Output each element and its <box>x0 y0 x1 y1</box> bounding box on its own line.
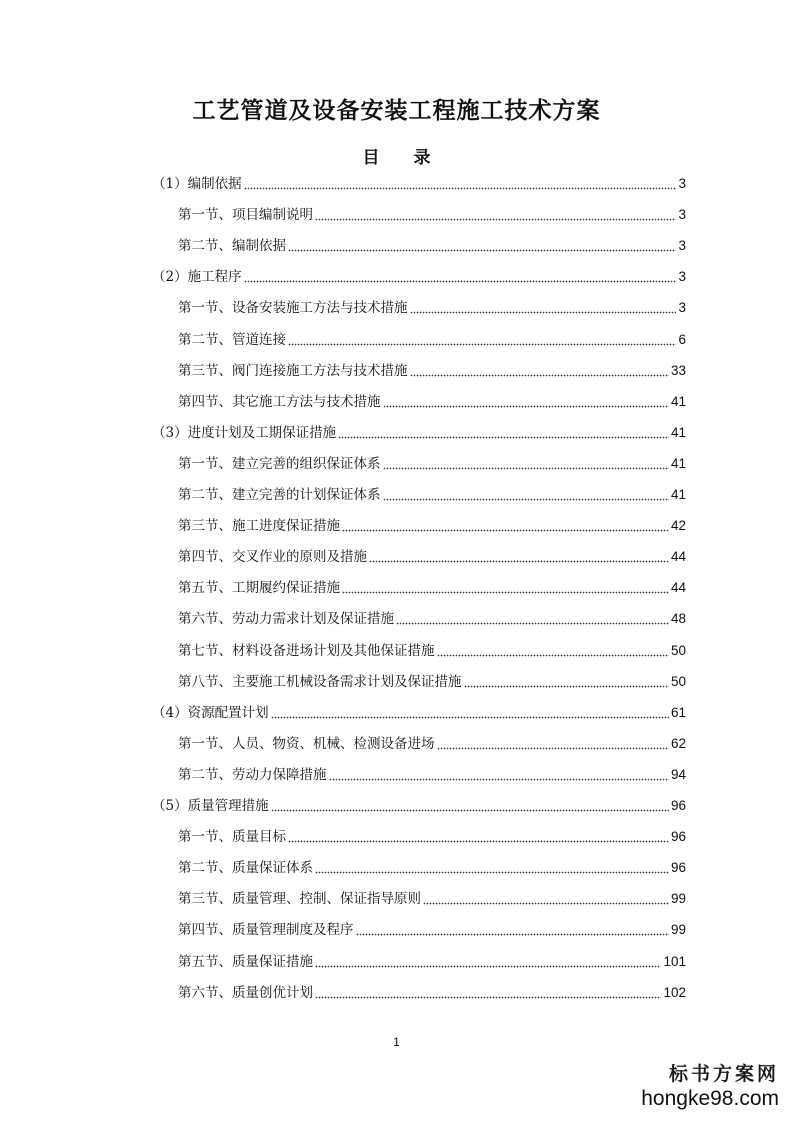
toc-entry[interactable] <box>178 888 686 910</box>
toc-dot-leader <box>369 557 669 563</box>
toc-dot-leader <box>342 526 669 532</box>
watermark-url: hongke98.com <box>641 1087 779 1110</box>
toc-entry-label: （4）资源配置计划 <box>152 704 269 721</box>
toc-entry-page: 41 <box>670 455 686 471</box>
toc-entry-page: 102 <box>663 984 686 1000</box>
toc-entry-page: 50 <box>670 673 686 689</box>
toc-dot-leader <box>329 775 669 781</box>
toc-entry-label: 第一节、人员、物资、机械、检测设备进场 <box>178 735 435 752</box>
toc-entry[interactable] <box>152 266 686 288</box>
toc-dot-leader <box>244 277 677 283</box>
toc-entry-page: 61 <box>670 704 686 720</box>
toc-dot-leader <box>271 806 669 812</box>
toc-entry-label: 第四节、其它施工方法与技术措施 <box>178 393 381 410</box>
toc-entry-page: 3 <box>678 300 686 316</box>
toc-dot-leader <box>315 215 676 221</box>
toc-entry-label: 第一节、质量目标 <box>178 829 286 846</box>
toc-entry-page: 3 <box>678 269 686 285</box>
toc-entry-label: 第五节、质量保证措施 <box>178 953 313 970</box>
toc-entry-page: 44 <box>670 549 686 565</box>
toc-entry-page: 62 <box>670 735 686 751</box>
toc-dot-leader <box>410 371 669 377</box>
toc-entry-label: 第一节、建立完善的组织保证体系 <box>178 455 381 472</box>
toc-dot-leader <box>288 246 676 252</box>
document-title: 工艺管道及设备安装工程施工技术方案 <box>192 98 601 124</box>
toc-entry-page: 99 <box>670 891 686 907</box>
toc-entry-page: 42 <box>670 518 686 534</box>
toc-entry-label: 第二节、质量保证体系 <box>178 860 313 877</box>
toc-dot-leader <box>423 899 669 905</box>
toc-entry-label: 第一节、设备安装施工方法与技术措施 <box>178 300 408 317</box>
toc-entry[interactable] <box>152 422 686 444</box>
toc-dot-leader <box>315 962 661 968</box>
toc-entry[interactable] <box>178 857 686 879</box>
toc-entry-page: 94 <box>670 766 686 782</box>
toc-entry[interactable] <box>178 204 686 226</box>
page-number: 1 <box>393 1035 400 1049</box>
toc-dot-leader <box>383 402 669 408</box>
toc-entry[interactable] <box>178 919 686 941</box>
toc-entry-label: 第三节、施工进度保证措施 <box>178 518 340 535</box>
toc-entry-label: 第二节、建立完善的计划保证体系 <box>178 487 381 503</box>
toc-entry-page: 99 <box>670 922 686 938</box>
toc-entry[interactable] <box>178 577 686 599</box>
toc-dot-leader <box>437 651 669 657</box>
toc-dot-leader <box>315 993 661 999</box>
toc-dot-leader <box>315 868 669 874</box>
toc-entry[interactable] <box>178 329 686 351</box>
toc-dot-leader <box>396 619 669 625</box>
toc-entry[interactable] <box>152 702 686 724</box>
toc-dot-leader <box>383 464 669 470</box>
toc-entry[interactable] <box>178 546 686 568</box>
toc-entry[interactable] <box>178 733 686 755</box>
toc-entry[interactable] <box>178 608 686 630</box>
toc-entry[interactable] <box>178 391 686 413</box>
toc-entry-page: 3 <box>678 238 686 254</box>
toc-entry-label: （3）进度计划及工期保证措施 <box>152 424 337 441</box>
toc-dot-leader <box>338 433 669 439</box>
toc-entry-page: 96 <box>670 798 686 813</box>
toc-entry-page: 50 <box>670 642 686 658</box>
toc-entry-label: （1）编制依据 <box>152 176 242 192</box>
toc-entry-label: 第四节、质量管理制度及程序 <box>178 922 354 939</box>
toc-entry[interactable] <box>152 795 686 817</box>
toc-dot-leader <box>464 682 669 688</box>
toc-entry-label: 第八节、主要施工机械设备需求计划及保证措施 <box>178 673 462 690</box>
toc-entry-label: 第六节、劳动力需求计划及保证措施 <box>178 611 394 628</box>
toc-dot-leader <box>271 713 669 719</box>
toc-dot-leader <box>244 184 677 190</box>
toc-entry-page: 96 <box>670 860 686 876</box>
toc-dot-leader <box>437 744 669 750</box>
toc-entry-label: 第六节、质量创优计划 <box>178 984 313 1001</box>
toc-entry-page: 101 <box>663 953 686 969</box>
toc-entry[interactable] <box>178 515 686 537</box>
watermark-name: 标书方案网 <box>668 1063 779 1085</box>
toc-dot-leader <box>342 588 669 594</box>
toc-entry-page: 3 <box>678 176 686 191</box>
toc-entry-label: （2）施工程序 <box>152 269 242 286</box>
toc-entry-label: 第三节、阀门连接施工方法与技术措施 <box>178 362 408 379</box>
toc-heading: 目 录 <box>362 148 445 168</box>
toc-entry-label: 第五节、工期履约保证措施 <box>178 580 340 597</box>
toc-entry[interactable] <box>178 297 686 319</box>
toc-dot-leader <box>356 930 669 936</box>
toc-entry[interactable] <box>178 453 686 475</box>
toc-entry[interactable] <box>178 235 686 257</box>
toc-entry[interactable] <box>178 484 686 506</box>
toc-entry-page: 33 <box>670 362 686 378</box>
toc-entry-label: 第七节、材料设备进场计划及其他保证措施 <box>178 642 435 659</box>
toc-dot-leader <box>288 837 669 843</box>
toc-entry-page: 41 <box>670 487 686 502</box>
watermark <box>639 1062 779 1112</box>
toc-entry-label: （5）质量管理措施 <box>152 798 269 814</box>
toc-entry-label: 第一节、项目编制说明 <box>178 207 313 224</box>
toc-entry-label: 第三节、质量管理、控制、保证指导原则 <box>178 891 421 908</box>
toc-entry-label: 第四节、交叉作业的原则及措施 <box>178 549 367 566</box>
toc-dot-leader <box>288 340 676 346</box>
toc-entry-page: 48 <box>670 611 686 627</box>
toc-entry[interactable] <box>178 640 686 662</box>
toc-entry-label: 第二节、管道连接 <box>178 331 286 348</box>
toc-entry[interactable] <box>178 951 686 973</box>
toc-entry-page: 41 <box>670 424 686 440</box>
toc-entry-page: 6 <box>678 331 686 347</box>
toc-entry-label: 第二节、编制依据 <box>178 238 286 255</box>
toc-entry-label: 第二节、劳动力保障措施 <box>178 766 327 783</box>
toc-entry-page: 41 <box>670 393 686 409</box>
toc-entry[interactable] <box>178 671 686 693</box>
toc-dot-leader <box>410 308 677 314</box>
toc-entry[interactable] <box>178 982 686 1004</box>
toc-entry[interactable] <box>178 360 686 382</box>
toc-entry-page: 3 <box>678 207 686 223</box>
toc-entry-page: 44 <box>670 580 686 596</box>
toc-entry-page: 96 <box>670 829 686 845</box>
toc-dot-leader <box>383 495 669 501</box>
toc-entry[interactable] <box>178 826 686 848</box>
toc-entry[interactable] <box>152 173 686 195</box>
toc-entry[interactable] <box>178 764 686 786</box>
